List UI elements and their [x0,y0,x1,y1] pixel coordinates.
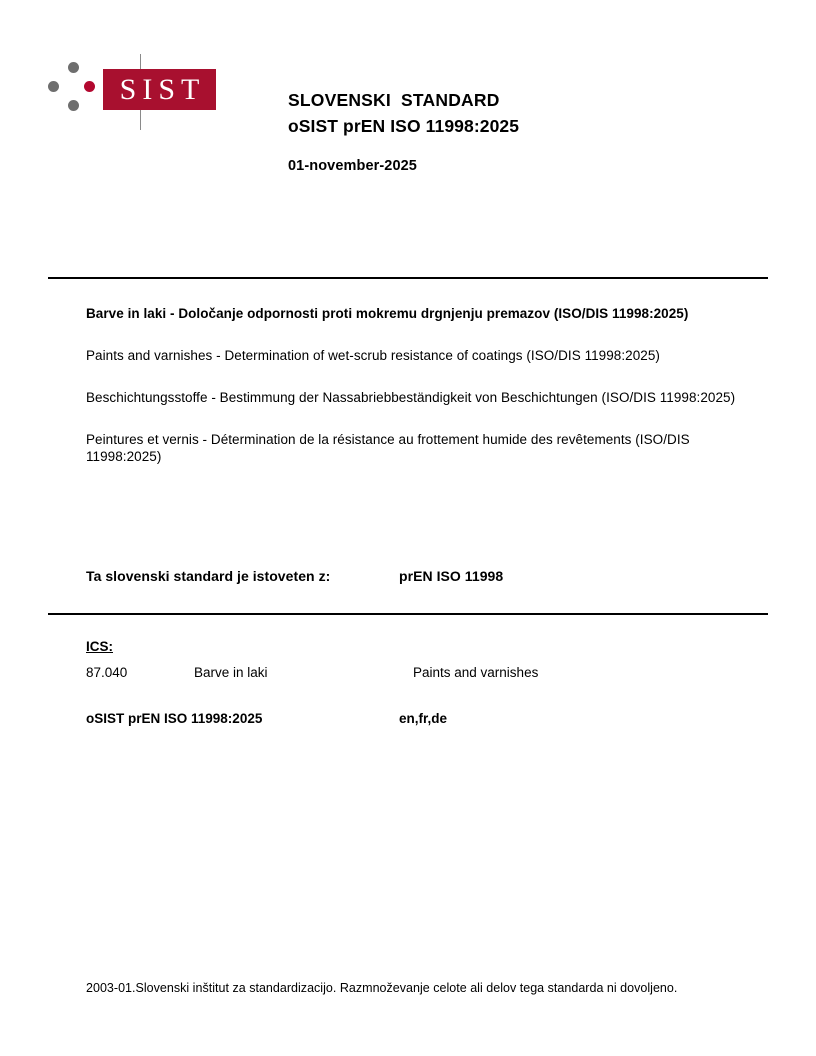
logo-wordmark-text: SIST [119,73,206,106]
designation-row [86,711,746,729]
title-german: Beschichtungsstoffe - Bestimmung der Nassabriebbeständigkeit von Beschichtungen (ISO/DIS 11998:2025) [86,390,736,405]
designation-languages: en,fr,de [399,711,448,726]
logo-dots-group [46,62,100,114]
sist-logo [46,54,216,130]
equivalence-row [86,568,746,584]
ics-row [86,665,746,683]
standard-designation: oSIST prEN ISO 11998:2025 [288,116,520,136]
copyright-footer: 2003-01.Slovenski inštitut za standardizacijo. Razmnoževanje celote ali delov tega standarda ni dovoljeno. [86,981,678,995]
title-slovenian: Barve in laki - Določanje odpornosti proti mokremu drgnjenju premazov (ISO/DIS 11998:2025) [86,306,689,321]
logo-dot-red-icon [84,81,95,92]
ics-label: ICS: [86,639,113,654]
standard-kind-label: SLOVENSKI STANDARD [288,90,500,110]
divider-middle [48,613,768,615]
ics-section [86,638,746,683]
logo-dot-left-icon [48,81,59,92]
divider-top [48,277,768,279]
equivalence-label: Ta slovenski standard je istoveten z: [86,568,331,584]
ics-code: 87.040 [86,665,128,680]
ics-term-slovenian: Barve in laki [194,665,268,680]
title-french: Peintures et vernis - Détermination de la résistance au frottement humide des revêtements (ISO/DIS 11998:2025) [86,432,690,464]
logo-wordmark-box [103,69,216,110]
designation-identifier: oSIST prEN ISO 11998:2025 [86,711,263,726]
title-translations [86,305,746,465]
ics-term-english: Paints and varnishes [413,665,539,680]
header-title-block [288,88,758,174]
publication-date: 01-november-2025 [288,158,417,174]
logo-dot-top-icon [68,62,79,73]
equivalence-value: prEN ISO 11998 [399,568,504,584]
logo-dot-bottom-icon [68,100,79,111]
page-header [0,0,816,200]
title-english: Paints and varnishes - Determination of wet-scrub resistance of coatings (ISO/DIS 11998:2025) [86,348,660,363]
